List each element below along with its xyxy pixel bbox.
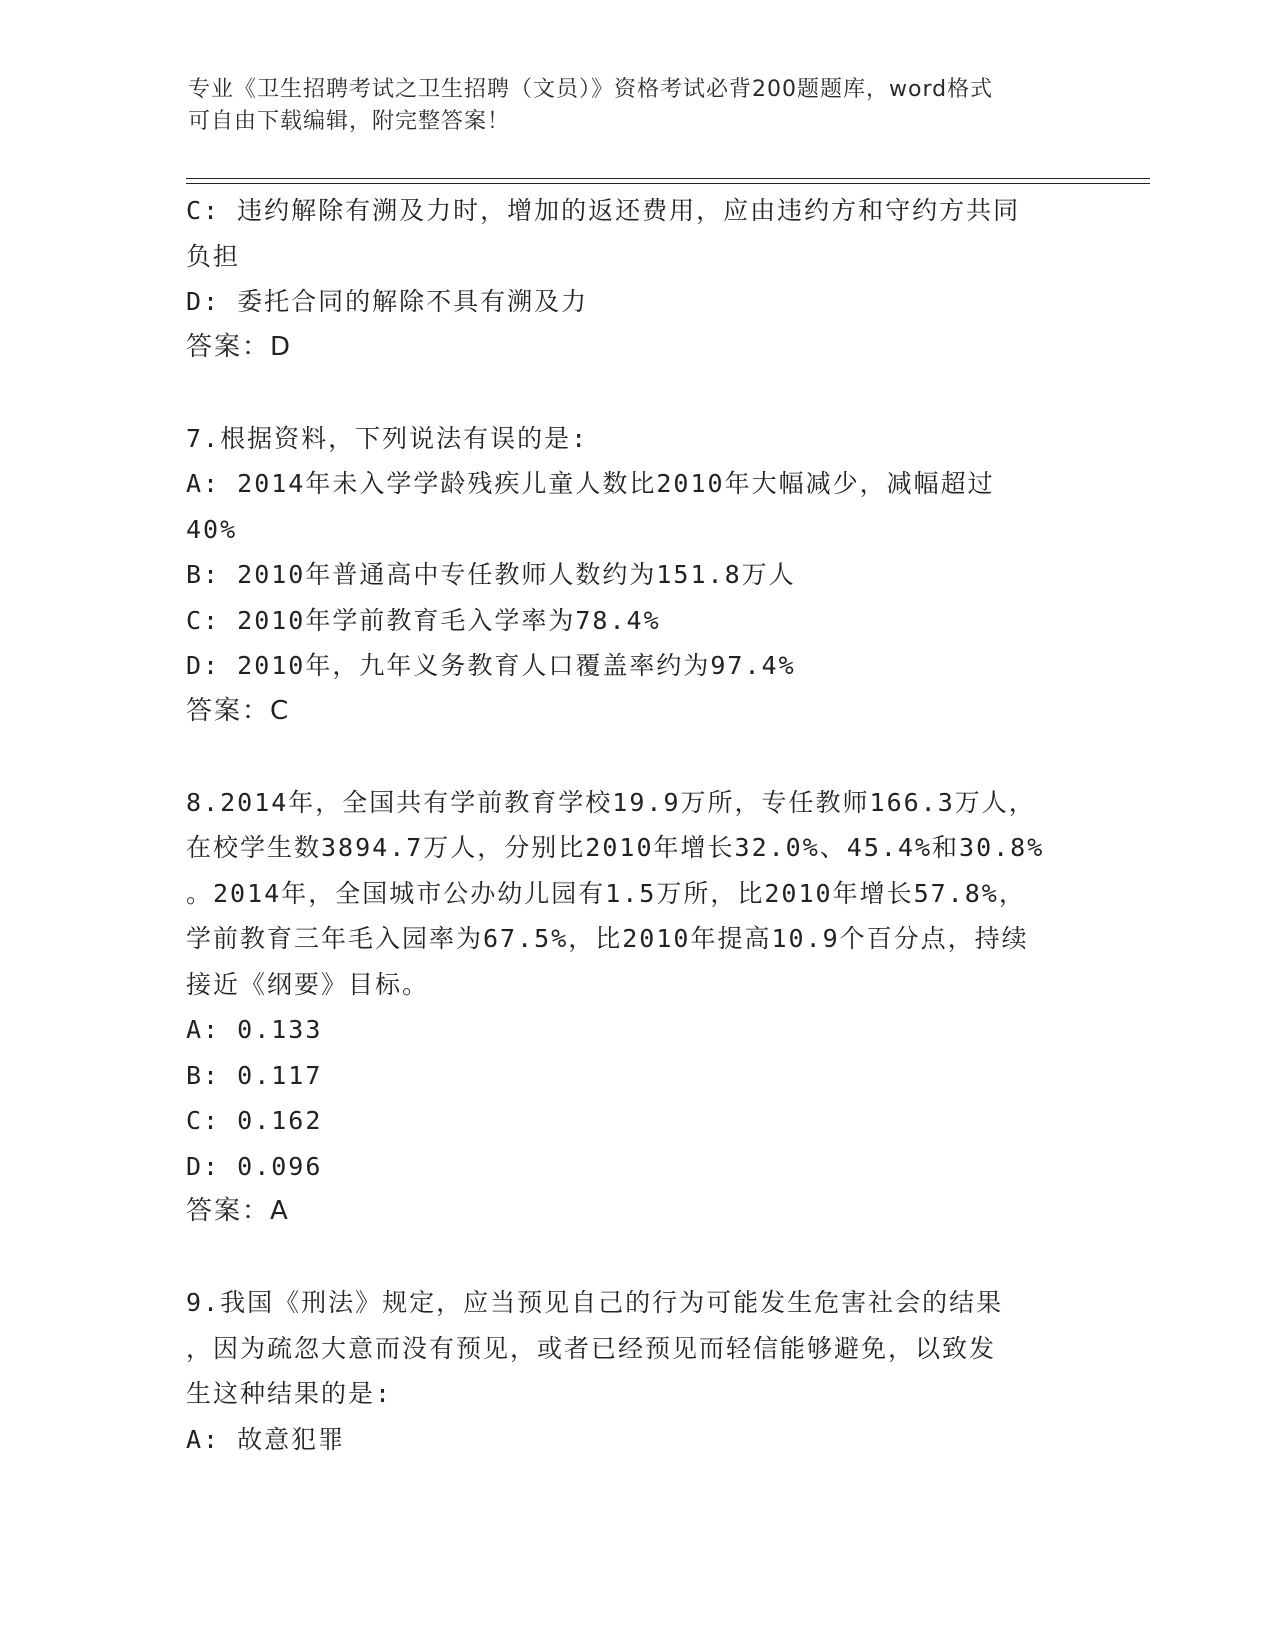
question-7 bbox=[186, 416, 1086, 735]
option-a-continued: 40% bbox=[186, 514, 238, 544]
question-stem: 7.根据资料，下列说法有误的是: bbox=[186, 423, 589, 453]
question-6-tail bbox=[186, 188, 1086, 370]
option-b: B: 2010年普通高中专任教师人数约为151.8万人 bbox=[186, 560, 796, 589]
option-c: C: 违约解除有溯及力时，增加的返还费用，应由违约方和守约方共同 bbox=[186, 196, 1021, 225]
option-d: D: 0.096 bbox=[186, 1151, 323, 1181]
question-9 bbox=[186, 1280, 1086, 1462]
option-c: C: 0.162 bbox=[186, 1106, 323, 1135]
option-a: A: 故意犯罪 bbox=[186, 1424, 346, 1454]
question-stem-line: 学前教育三年毛入园率为67.5%，比2010年提高10.9个百分点，持续 bbox=[186, 924, 1029, 953]
option-c-continued: 负担 bbox=[186, 241, 241, 271]
spacer bbox=[186, 1235, 1086, 1281]
header-line-2: 可自由下载编辑，附完整答案！ bbox=[188, 109, 511, 134]
question-stem-line: 在校学生数3894.7万人，分别比2010年增长32.0%、45.4%和30.8% bbox=[186, 833, 1045, 862]
question-content bbox=[186, 188, 1086, 1462]
option-a: A: 2014年未入学学龄残疾儿童人数比2010年大幅减少，减幅超过 bbox=[186, 469, 995, 498]
header-double-rule bbox=[186, 178, 1150, 184]
spacer bbox=[186, 370, 1086, 416]
spacer bbox=[186, 734, 1086, 780]
header-line-1: 专业《卫生招聘考试之卫生招聘（文员）》资格考试必背200题题库，word格式 bbox=[188, 77, 994, 102]
option-c: C: 2010年学前教育毛入学率为78.4% bbox=[186, 605, 661, 635]
question-stem-line: ，因为疏忽大意而没有预见，或者已经预见而轻信能够避免，以致发 bbox=[186, 1333, 997, 1363]
answer: 答案：A bbox=[186, 1196, 290, 1226]
option-a: A: 0.133 bbox=[186, 1015, 323, 1044]
question-stem-line: 8.2014年，全国共有学前教育学校19.9万所，专任教师166.3万人， bbox=[186, 787, 1036, 817]
question-stem-line: 9.我国《刑法》规定，应当预见自己的行为可能发生危害社会的结果 bbox=[186, 1288, 1004, 1317]
question-stem-line: 接近《纲要》目标。 bbox=[186, 969, 430, 999]
question-stem-line: 。2014年，全国城市公办幼儿园有1.5万所，比2010年增长57.8%， bbox=[186, 878, 1026, 908]
document-header bbox=[188, 74, 1088, 138]
option-d: D: 2010年，九年义务教育人口覆盖率约为97.4% bbox=[186, 651, 796, 680]
question-stem-line: 生这种结果的是: bbox=[186, 1379, 393, 1408]
option-b: B: 0.117 bbox=[186, 1060, 323, 1090]
option-d: D: 委托合同的解除不具有溯及力 bbox=[186, 287, 589, 316]
question-8 bbox=[186, 780, 1086, 1235]
answer: 答案：D bbox=[186, 331, 293, 362]
answer: 答案：C bbox=[186, 695, 291, 726]
